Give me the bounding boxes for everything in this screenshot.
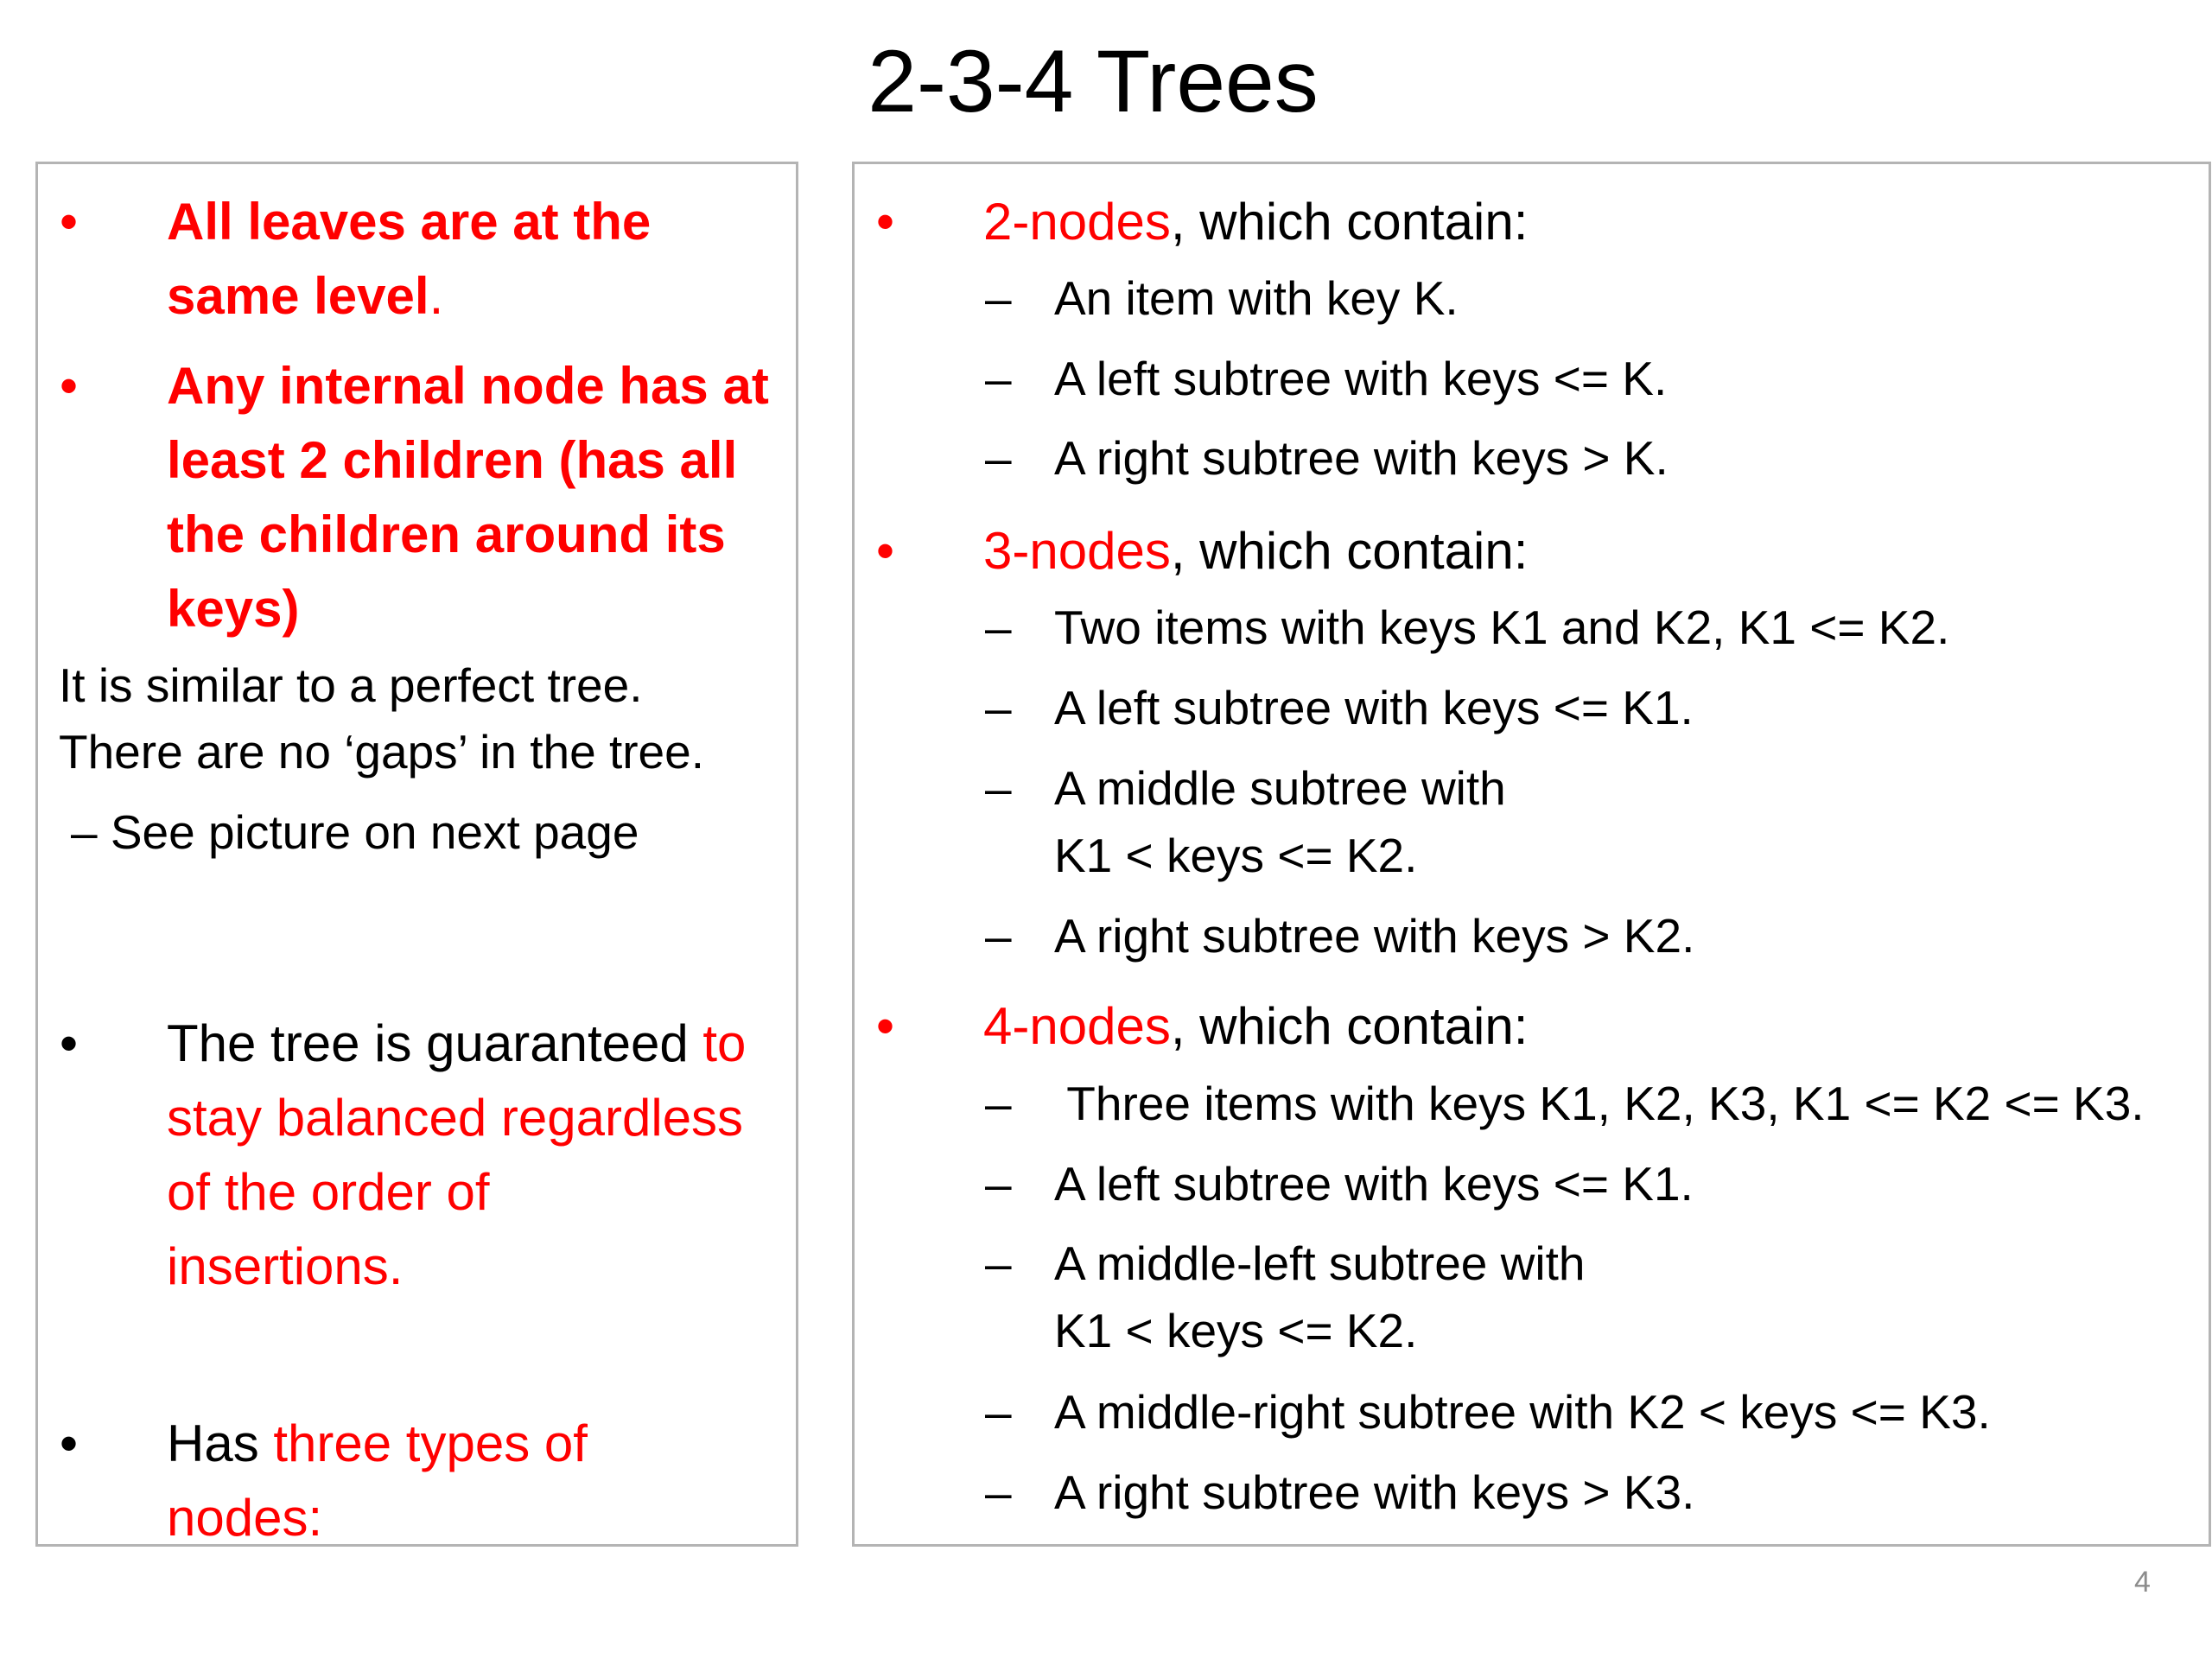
text-line: same level	[167, 267, 429, 325]
bullet-icon: •	[60, 1414, 79, 1472]
bullet-icon: •	[876, 997, 895, 1055]
text-fragment: , which contain:	[1170, 997, 1529, 1055]
dash-icon: –	[985, 681, 1012, 734]
right-content-box	[852, 162, 2211, 1547]
text-line: the children around its	[167, 505, 726, 563]
node-type-label: 2-nodes	[983, 193, 1171, 251]
sub-item-text: K1 < keys <= K2.	[1054, 1304, 1418, 1357]
dash-icon: –	[985, 1385, 1012, 1439]
no-gaps-note: There are no ‘gaps’ in the tree.	[59, 725, 705, 779]
text-fragment: The tree is guaranteed	[167, 1014, 703, 1072]
sub-item-text: A left subtree with keys <= K1.	[1054, 681, 1694, 734]
text-fragment: , which contain:	[1170, 522, 1529, 580]
sub-item-text: Two items with keys K1 and K2, K1 <= K2.	[1054, 601, 1950, 654]
dash-icon: –	[985, 431, 1012, 485]
text-fragment: , which contain:	[1170, 193, 1529, 251]
sub-item-text: A left subtree with keys <= K1.	[1054, 1157, 1694, 1211]
bullet-icon: •	[60, 357, 79, 415]
left-content-box	[35, 162, 798, 1547]
dash-icon: –	[985, 601, 1012, 654]
node-type-label: 4-nodes	[983, 997, 1171, 1055]
sub-item-text: Three items with keys K1, K2, K3, K1 <= K2 <= K3.	[1054, 1077, 2145, 1130]
sub-item-text: A right subtree with keys > K2.	[1054, 909, 1695, 963]
text-line: insertions.	[167, 1237, 404, 1295]
text-line: stay balanced regardless	[167, 1089, 744, 1147]
sub-item-text: A middle subtree with	[1054, 761, 1506, 815]
text-fragment: to	[702, 1014, 747, 1072]
text-line: nodes:	[167, 1489, 323, 1547]
page-number: 4	[2134, 1566, 2151, 1599]
sub-item-text: A middle-right subtree with K2 < keys <= K3.	[1054, 1385, 1991, 1439]
dash-icon: –	[985, 1077, 1012, 1130]
sub-item-text: A right subtree with keys > K3.	[1054, 1465, 1695, 1519]
perfect-tree-note: It is similar to a perfect tree.	[59, 658, 643, 712]
node-type-label: 3-nodes	[983, 522, 1171, 580]
text-line: of the order of	[167, 1163, 490, 1221]
dash-icon: –	[985, 352, 1012, 405]
text-line: keys)	[167, 580, 300, 638]
bullet-icon: •	[60, 1014, 79, 1072]
dash-icon: –	[985, 1465, 1012, 1519]
text-fragment: .	[429, 267, 444, 325]
slide-title: 2-3-4 Trees	[868, 32, 1319, 130]
dash-icon: –	[985, 271, 1012, 325]
bullet-icon: •	[876, 193, 895, 251]
text-line: Any internal node has at	[167, 357, 769, 415]
text-fragment: three types of	[273, 1414, 588, 1472]
text-line: least 2 children (has all	[167, 431, 738, 489]
dash-icon: –	[985, 761, 1012, 815]
sub-item-text: K1 < keys <= K2.	[1054, 829, 1418, 882]
see-picture-note: – See picture on next page	[71, 805, 639, 859]
text-line: All leaves are at the	[167, 193, 652, 251]
dash-icon: –	[985, 1236, 1012, 1290]
sub-item-text: A middle-left subtree with	[1054, 1236, 1586, 1290]
sub-item-text: An item with key K.	[1054, 271, 1459, 325]
dash-icon: –	[985, 909, 1012, 963]
text-fragment: Has	[167, 1414, 274, 1472]
sub-item-text: A left subtree with keys <= K.	[1054, 352, 1668, 405]
dash-icon: –	[985, 1157, 1012, 1211]
sub-item-text: A right subtree with keys > K.	[1054, 431, 1669, 485]
bullet-icon: •	[876, 522, 895, 580]
bullet-icon: •	[60, 193, 79, 251]
